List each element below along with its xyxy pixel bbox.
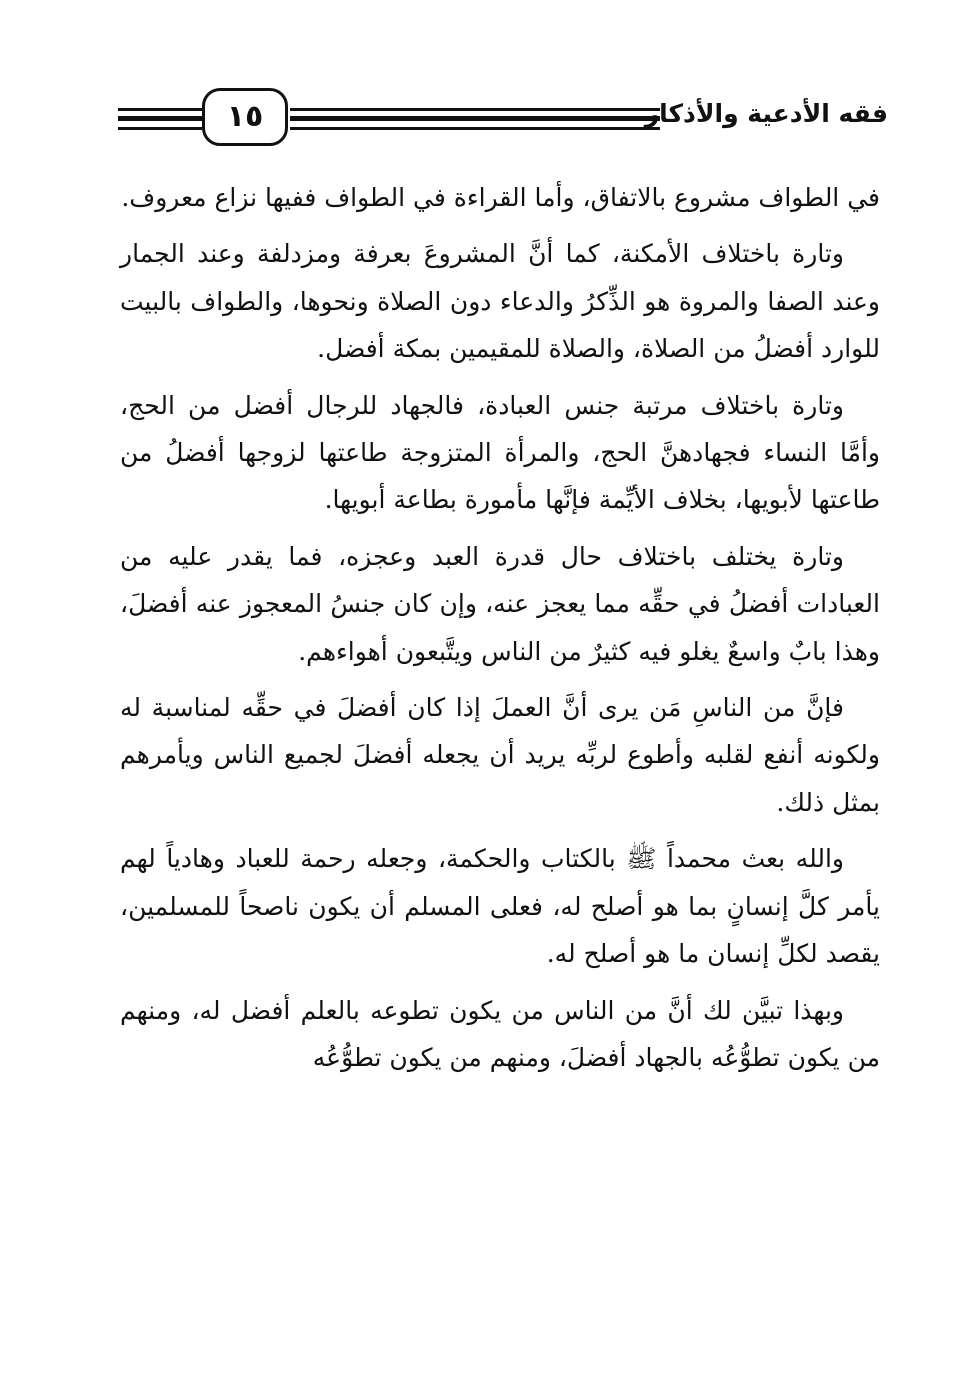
header-rule: [118, 108, 202, 111]
header-rule: [290, 127, 660, 130]
header-rule: [290, 116, 660, 121]
running-title: فقه الأدعية والأذكار: [644, 99, 888, 128]
header-rule: [118, 116, 202, 121]
paragraph: وتارة يختلف باختلاف حال قدرة العبد وعجزه، فما يقدر عليه من العبادات أفضلُ في حقِّه مما يعجز عنه، وإن كان جنسُ المعجوز عنه أفضلَ، وهذا بابٌ واسعٌ يغلو فيه كثيرٌ من الناس ويتَّبعون أهواءهم.: [120, 541, 880, 666]
header-rule: [290, 108, 660, 111]
body-text: [120, 174, 880, 1090]
running-header: [118, 86, 888, 156]
page-number: ١٥: [226, 99, 264, 134]
paragraph: وتارة باختلاف الأمكنة، كما أنَّ المشروعَ بعرفة ومزدلفة وعند الجمار وعند الصفا والمروة هو الذِّكرُ والدعاء دون الصلاة ونحوها، والطواف بالبيت للوارد أفضلُ من الصلاة، والصلاة للمقيمين بمكة أفضل.: [120, 239, 880, 364]
paragraph: في الطواف مشروع بالاتفاق، وأما القراءة في الطواف ففيها نزاع معروف.: [121, 183, 880, 212]
paragraph: والله بعث محمداً ﷺ بالكتاب والحكمة، وجعله رحمة للعباد وهادياً لهم يأمر كلَّ إنسانٍ بما هو أصلح له، فعلى المسلم أن يكون ناصحاً للمسلمين، يقصد لكلِّ إنسان ما هو أصلح له.: [120, 844, 880, 969]
paragraph: وبهذا تبيَّن لك أنَّ من الناس من يكون تطوعه بالعلم أفضل له، ومنهم من يكون تطوُّعُه بالجهاد أفضلَ، ومنهم من يكون تطوُّعُه: [120, 995, 880, 1072]
paragraph: فإنَّ من الناسِ مَن يرى أنَّ العملَ إذا كان أفضلَ في حقِّه لمناسبة له ولكونه أنفع لقلبه وأطوع لربِّه يريد أن يجعله أفضلَ لجميع الناس ويأمرهم بمثل ذلك.: [120, 693, 880, 817]
paragraph: وتارة باختلاف مرتبة جنس العبادة، فالجهاد للرجال أفضل من الحج، وأمَّا النساء فجهادهنَّ الحج، والمرأة المتزوجة طاعتها لزوجها أفضلُ من طاعتها لأبويها، بخلاف الأيِّمة فإنَّها مأمورة بطاعة أبويها.: [120, 390, 880, 515]
header-rule: [118, 127, 202, 130]
page-number-frame: [202, 88, 288, 146]
